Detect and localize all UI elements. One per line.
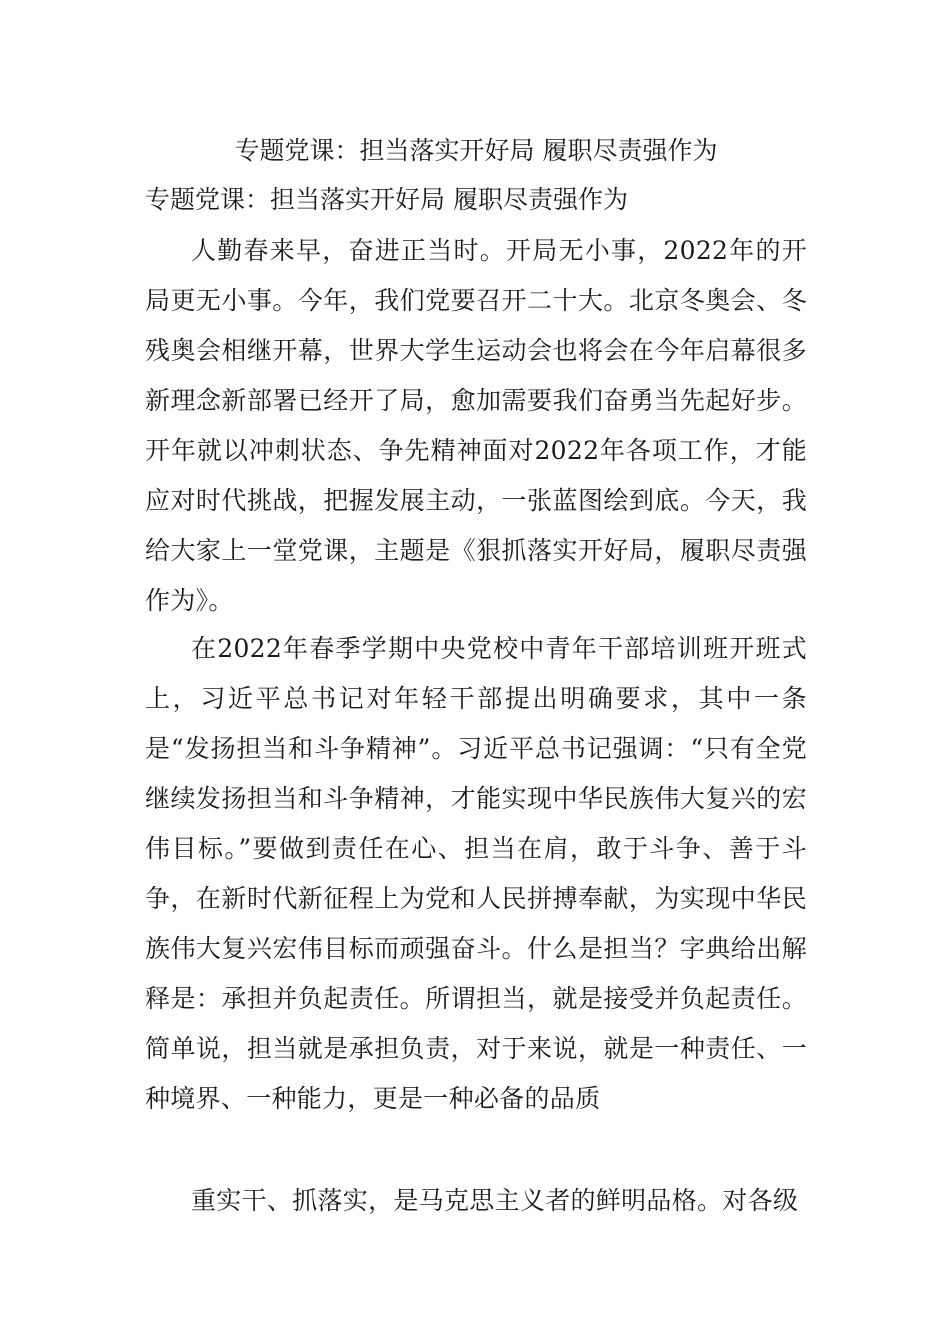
paragraph-1: 人勤春来早，奋进正当时。开局无小事，2022年的开局更无小事。今年，我们党要召开二十大。北京冬奥会、冬残奥会相继开幕，世界大学生运动会也将会在今年启幕很多新理念新部署已经开了局，愈加需要我们奋勇当先起好步。开年就以冲刺状态、争先精神面对2022年各项工作，才能应对时代挑战，把握发展主动，一张蓝图绘到底。今天，我给大家上一堂党课，主题是《狠抓落实开好局，履职尽责强作为》。 — [145, 236, 807, 615]
document-title-centered: 专题党课：担当落实开好局 履职尽责强作为 — [234, 136, 718, 165]
document-title-left: 专题党课：担当落实开好局 履职尽责强作为 — [145, 185, 628, 214]
paragraph-3: 重实干、抓落实，是马克思主义者的鲜明品格。对各级 — [191, 1186, 799, 1215]
paragraph-2: 在2022年春季学期中央党校中青年干部培训班开班式上，习近平总书记对年轻干部提出明确要求，其中一条是“发扬担当和斗争精神”。习近平总书记强调：“只有全党继续发扬担当和斗争精神，才能实现中华民族伟大复兴的宏伟目标。”要做到责任在心、担当在肩，敢于斗争、善于斗争，在新时代新征程上为党和人民拼搏奉献，为实现中华民族伟大复兴宏伟目标而顽强奋斗。什么是担当？字典给出解释是：承担并负起责任。所谓担当，就是接受并负起责任。简单说，担当就是承担负责，对于来说，就是一种责任、一种境界、一种能力，更是一种必备的品质 — [145, 634, 807, 1113]
